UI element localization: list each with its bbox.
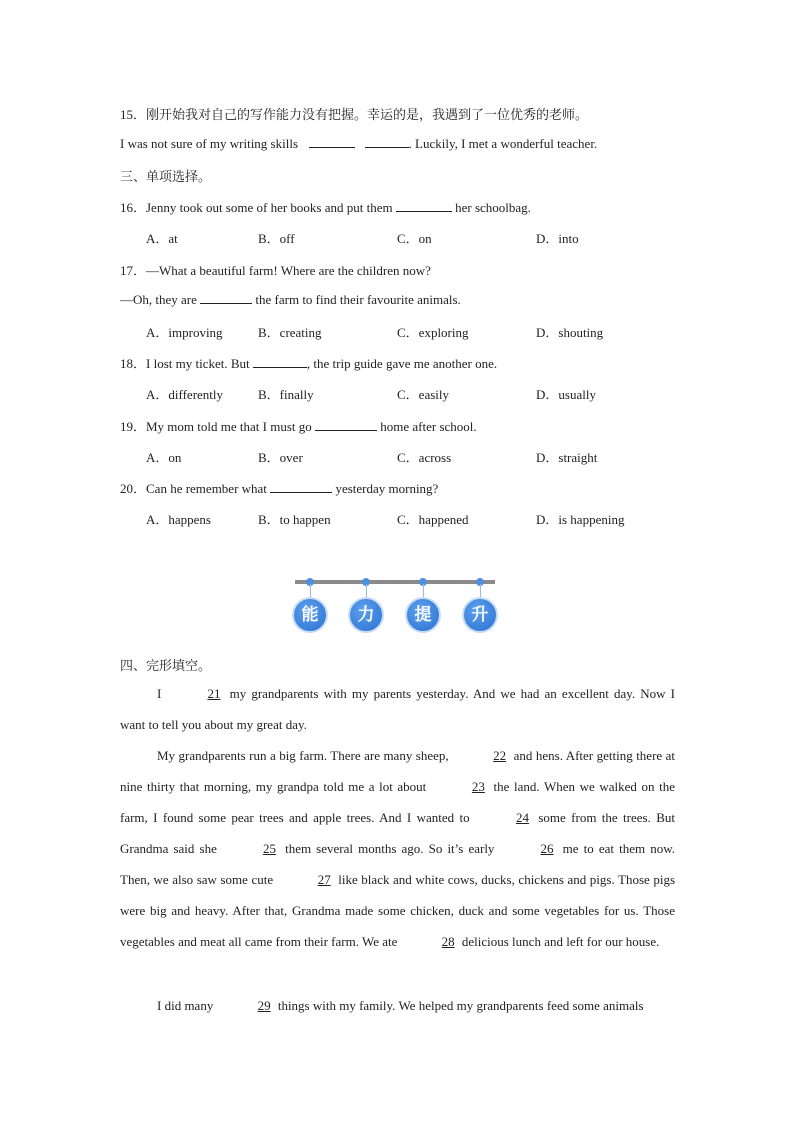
passage-paragraph-3 bbox=[120, 990, 675, 1021]
cloze-blank-22[interactable]: 22 bbox=[493, 748, 507, 763]
passage-text: and hens. After getting there at nine thirty that morning, my grandpa told me a lot about bbox=[120, 748, 676, 794]
option-a[interactable]: A．at bbox=[146, 231, 178, 246]
question-19 bbox=[120, 416, 477, 435]
question-stem: 18．I lost my ticket. But bbox=[120, 356, 250, 371]
option-b[interactable]: B．over bbox=[258, 450, 303, 465]
passage-paragraph-2 bbox=[120, 740, 675, 957]
passage-text: delicious lunch and left for our house. bbox=[461, 934, 660, 949]
q15-text-a: I was not sure of my writing skills bbox=[120, 136, 299, 151]
question-17: 17．—What a beautiful farm! Where are the children now? bbox=[120, 263, 431, 278]
passage-text: like black and white cows, ducks, chickens and pigs. Those pigs were big and heavy. After that, Grandma made some chicken, duck and some vegetables for us. Those vegetables and meat all came from their farm. We ate bbox=[120, 872, 676, 949]
option-d[interactable]: D．straight bbox=[536, 450, 598, 465]
answer-blank[interactable] bbox=[253, 355, 307, 368]
answer-blank[interactable] bbox=[309, 135, 355, 148]
question-stem: her schoolbag. bbox=[455, 200, 531, 215]
passage-text: things with my family. We helped my grandparents feed some animals bbox=[277, 998, 644, 1013]
answer-blank[interactable] bbox=[270, 480, 332, 493]
passage-text: me to eat them now. Then, we also saw some cute bbox=[120, 841, 676, 887]
question-stem: —Oh, they are bbox=[120, 292, 197, 307]
option-c[interactable]: C．across bbox=[397, 450, 452, 465]
question-stem: the farm to find their favourite animals. bbox=[255, 292, 461, 307]
answer-blank[interactable] bbox=[365, 135, 409, 148]
banner-char: 力 bbox=[348, 597, 384, 633]
passage-text: some from the trees. But Grandma said she bbox=[120, 810, 676, 856]
passage-text: the land. When we walked on the farm, I found some pear trees and apple trees. And I wanted to bbox=[120, 779, 676, 825]
option-c[interactable]: C．easily bbox=[397, 387, 449, 402]
banner-bar bbox=[295, 580, 495, 584]
option-d[interactable]: D．is happening bbox=[536, 512, 625, 527]
question-20 bbox=[120, 478, 438, 497]
q15-chinese: 15．刚开始我对自己的写作能力没有把握。幸运的是，我遇到了一位优秀的老师。 bbox=[120, 107, 589, 122]
cloze-blank-21[interactable]: 21 bbox=[207, 686, 221, 701]
passage-text: My grandparents run a big farm. There are many sheep, bbox=[157, 748, 449, 763]
option-d[interactable]: D．into bbox=[536, 231, 579, 246]
cloze-blank-29[interactable]: 29 bbox=[257, 998, 271, 1013]
cloze-blank-28[interactable]: 28 bbox=[441, 934, 455, 949]
question-18 bbox=[120, 353, 497, 372]
answer-blank[interactable] bbox=[315, 418, 377, 431]
passage-text: I did many bbox=[157, 998, 214, 1013]
question-stem: 20．Can he remember what bbox=[120, 481, 267, 496]
option-c[interactable]: C．on bbox=[397, 231, 432, 246]
question-16 bbox=[120, 197, 531, 216]
option-d[interactable]: D．shouting bbox=[536, 325, 604, 340]
question-stem: yesterday morning? bbox=[335, 481, 439, 496]
option-b[interactable]: B．to happen bbox=[258, 512, 331, 527]
question-stem: home after school. bbox=[380, 419, 477, 434]
banner-char: 能 bbox=[292, 597, 328, 633]
q15-text-b: . Luckily, I met a wonderful teacher. bbox=[408, 136, 598, 151]
cloze-blank-23[interactable]: 23 bbox=[471, 779, 485, 794]
section-title-cloze: 四、完形填空。 bbox=[120, 658, 212, 673]
cloze-blank-27[interactable]: 27 bbox=[317, 872, 331, 887]
passage-text: I bbox=[157, 686, 162, 701]
question-stem: , the trip guide gave me another one. bbox=[306, 356, 498, 371]
question-17-reply bbox=[120, 291, 461, 308]
cloze-blank-24[interactable]: 24 bbox=[515, 810, 529, 825]
option-a[interactable]: A．on bbox=[146, 450, 182, 465]
answer-blank[interactable] bbox=[396, 199, 452, 212]
option-a[interactable]: A．differently bbox=[146, 387, 224, 402]
option-b[interactable]: B．finally bbox=[258, 387, 314, 402]
q15-english bbox=[120, 135, 597, 152]
option-a[interactable]: A．happens bbox=[146, 512, 211, 527]
cloze-blank-25[interactable]: 25 bbox=[262, 841, 276, 856]
section-title-single-choice: 三、单项选择。 bbox=[120, 169, 212, 184]
passage-paragraph-1 bbox=[120, 678, 675, 740]
passage-text: them several months ago. So it’s early bbox=[285, 841, 495, 856]
question-stem: 16．Jenny took out some of her books and put them bbox=[120, 200, 393, 215]
question-stem: 19．My mom told me that I must go bbox=[120, 419, 312, 434]
option-c[interactable]: C．exploring bbox=[397, 325, 469, 340]
banner-char: 升 bbox=[462, 597, 498, 633]
option-c[interactable]: C．happened bbox=[397, 512, 469, 527]
passage-text: my grandparents with my parents yesterday. And we had an excellent day. Now I want to tell you about my great day. bbox=[120, 686, 676, 732]
option-a[interactable]: A．improving bbox=[146, 325, 223, 340]
option-b[interactable]: B．off bbox=[258, 231, 295, 246]
ability-banner bbox=[290, 575, 502, 637]
cloze-blank-26[interactable]: 26 bbox=[540, 841, 554, 856]
option-d[interactable]: D．usually bbox=[536, 387, 596, 402]
option-b[interactable]: B．creating bbox=[258, 325, 322, 340]
banner-char: 提 bbox=[405, 597, 441, 633]
answer-blank[interactable] bbox=[200, 291, 252, 304]
